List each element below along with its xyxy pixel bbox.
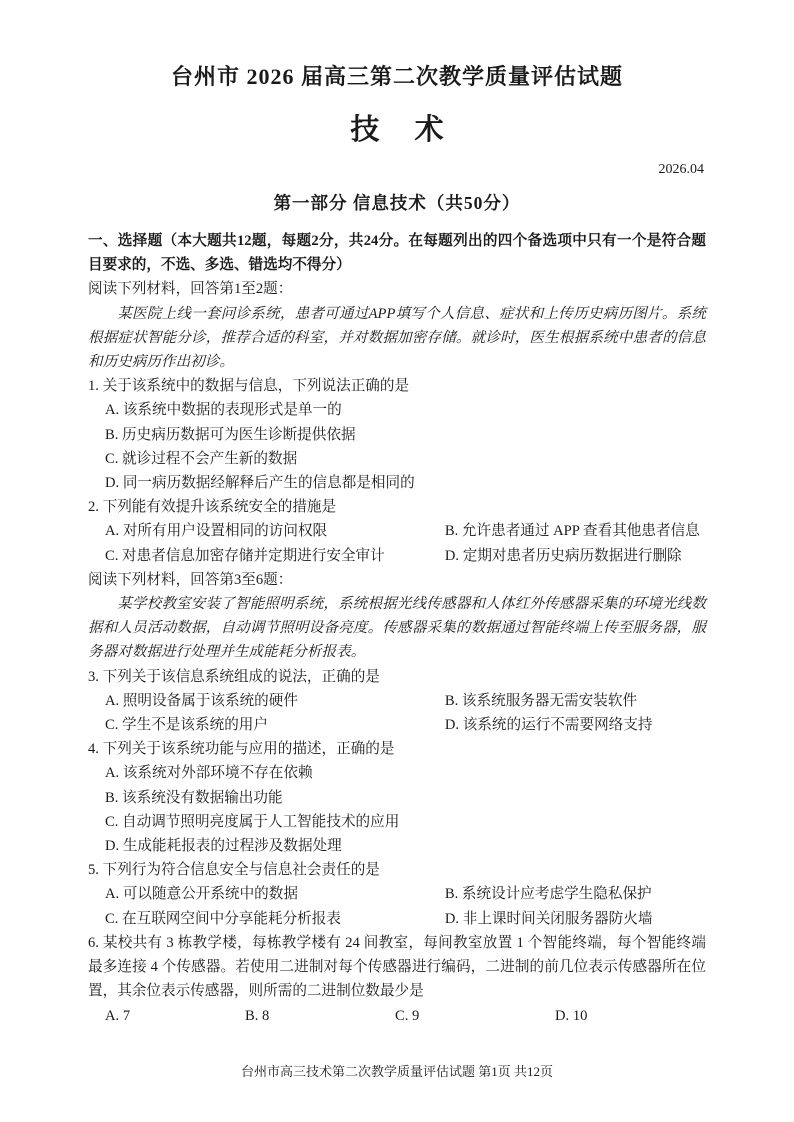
question-option: B. 历史病历数据可为医生诊断提供依据 bbox=[105, 426, 356, 443]
question-option: D. 该系统的运行不需要网络支持 bbox=[444, 717, 653, 734]
question-option: B. 该系统服务器无需安装软件 bbox=[444, 692, 638, 709]
question-2 bbox=[88, 495, 706, 568]
question-option: B. 该系统没有数据输出功能 bbox=[105, 789, 283, 806]
question-option: C. 9 bbox=[395, 1007, 420, 1024]
question-option: A. 照明设备属于该系统的硬件 bbox=[105, 692, 298, 709]
question-4-options bbox=[88, 761, 706, 858]
question-option: B. 允许患者通过 APP 查看其他患者信息 bbox=[444, 523, 700, 540]
reading-prompt-1: 阅读下列材料，回答第1至2题： bbox=[88, 281, 293, 298]
question-6-options bbox=[88, 1004, 706, 1028]
question-3-options bbox=[88, 689, 706, 737]
question-option: D. 10 bbox=[555, 1007, 588, 1024]
question-option: A. 该系统中数据的表现形式是单一的 bbox=[105, 402, 342, 419]
question-option: A. 可以随意公开系统中的数据 bbox=[105, 886, 298, 903]
question-4 bbox=[88, 737, 706, 858]
question-option: B. 8 bbox=[245, 1007, 270, 1024]
section-header: 第一部分 信息技术（共50分） bbox=[273, 193, 521, 213]
question-option: A. 该系统对外部环境不存在依赖 bbox=[105, 765, 313, 782]
question-option: C. 就诊过程不会产生新的数据 bbox=[105, 450, 298, 467]
question-1-options bbox=[88, 398, 706, 495]
question-option: D. 定期对患者历史病历数据进行删除 bbox=[444, 547, 682, 564]
question-option: B. 系统设计应考虑学生隐私保护 bbox=[444, 886, 652, 903]
question-option: D. 同一病历数据经解释后产生的信息都是相同的 bbox=[105, 475, 415, 492]
question-3 bbox=[88, 665, 706, 738]
question-2-stem: 2. 下列能有效提升该系统安全的措施是 bbox=[88, 499, 337, 516]
subject-title: 技 术 bbox=[350, 114, 458, 146]
question-option: C. 对患者信息加密存储并定期进行安全审计 bbox=[105, 547, 385, 564]
question-option: C. 在互联网空间中分享能耗分析报表 bbox=[105, 910, 341, 927]
question-1-stem: 1. 关于该系统中的数据与信息，下列说法正确的是 bbox=[88, 378, 410, 395]
exam-body bbox=[88, 229, 706, 1028]
material-text-2: 某学校教室安装了智能照明系统，系统根据光线传感器和人体红外传感器采集的环境光线数据和人员活动数据，自动调节照明设备亮度。传感器采集的数据通过智能终端上传至服务器，服务器对数据进行处理并生成能耗分析报表。 bbox=[88, 596, 706, 661]
page-title: 台州市 2026 届高三第二次教学质量评估试题 bbox=[170, 64, 623, 89]
question-2-options bbox=[88, 519, 706, 567]
page-footer: 台州市高三技术第二次教学质量评估试题 第1页 共12页 bbox=[240, 1064, 553, 1079]
question-option: C. 学生不是该系统的用户 bbox=[105, 717, 268, 734]
question-1 bbox=[88, 374, 706, 495]
question-6 bbox=[88, 931, 706, 1028]
question-option: A. 7 bbox=[105, 1007, 131, 1024]
reading-prompt-2: 阅读下列材料，回答第3至6题： bbox=[88, 571, 293, 588]
question-option: D. 非上课时间关闭服务器防火墙 bbox=[444, 910, 653, 927]
question-option: C. 自动调节照明亮度属于人工智能技术的应用 bbox=[105, 813, 400, 830]
exam-date: 2026.04 bbox=[658, 162, 704, 177]
question-5 bbox=[88, 858, 706, 931]
question-3-stem: 3. 下列关于该信息系统组成的说法，正确的是 bbox=[88, 668, 380, 685]
question-instructions: 一、选择题（本大题共12题，每题2分，共24分。在每题列出的四个备选项中只有一个是符合题目要求的，不选、多选、错选均不得分） bbox=[88, 233, 706, 274]
material-text-1: 某医院上线一套问诊系统，患者可通过APP填写个人信息、症状和上传历史病历图片。系统根据症状智能分诊，推荐合适的科室，并对数据加密存储。就诊时，医生根据系统中患者的信息和历史病历作出初诊。 bbox=[88, 305, 706, 371]
question-option: D. 生成能耗报表的过程涉及数据处理 bbox=[105, 838, 342, 855]
question-option: A. 对所有用户设置相同的访问权限 bbox=[105, 523, 328, 540]
question-4-stem: 4. 下列关于该系统功能与应用的描述，正确的是 bbox=[88, 741, 395, 758]
question-6-stem: 6. 某校共有 3 栋教学楼，每栋教学楼有 24 间教室，每间教室放置 1 个智能终端，每个智能终端最多连接 4 个传感器。若使用二进制对每个传感器进行编码，二进制的前几位表示传感器所在位置，其余位表示传感器，则所需的二进制位数最少是 bbox=[88, 934, 706, 1000]
question-5-options bbox=[88, 882, 706, 930]
question-5-stem: 5. 下列行为符合信息安全与信息社会责任的是 bbox=[88, 862, 380, 879]
